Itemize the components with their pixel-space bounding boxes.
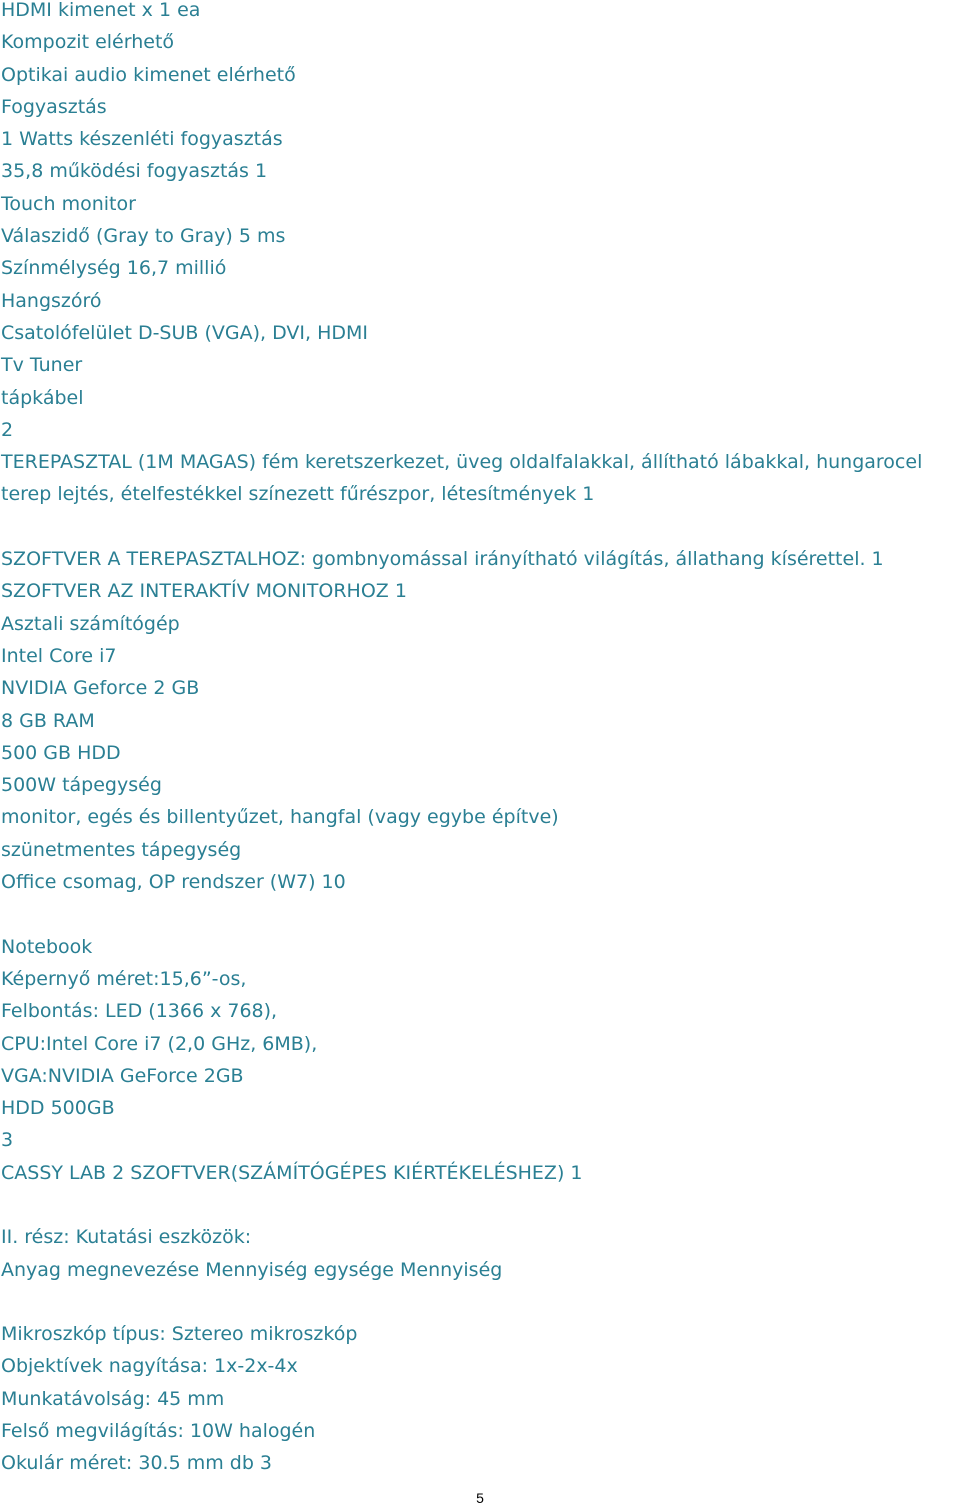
text-line: HDD 500GB <box>1 1097 115 1120</box>
text-line: TEREPASZTAL (1M MAGAS) fém keretszerkezet, üveg oldalfalakkal, állítható lábakkal, hungarocel <box>1 451 923 474</box>
text-line: 500 GB HDD <box>1 741 121 764</box>
text-line: Office csomag, OP rendszer (W7) 10 <box>1 871 346 894</box>
blank-line <box>1 511 959 543</box>
text-line: Munkatávolság: 45 mm <box>1 1387 225 1410</box>
text-line: Felbontás: LED (1366 x 768), <box>1 1000 278 1023</box>
text-line: Objektívek nagyítása: 1x-2x-4x <box>1 1355 298 1378</box>
text-line: 35,8 működési fogyasztás 1 <box>1 160 268 183</box>
text-line: Fogyasztás <box>1 95 107 118</box>
text-line: Optikai audio kimenet elérhető <box>1 63 296 86</box>
blank-line <box>1 1286 959 1318</box>
text-line: szünetmentes tápegység <box>1 838 242 861</box>
text-line: CPU:Intel Core i7 (2,0 GHz, 6MB), <box>1 1032 318 1055</box>
text-line: Válaszidő (Gray to Gray) 5 ms <box>1 225 286 248</box>
text-line: 1 Watts készenléti fogyasztás <box>1 128 283 151</box>
text-line: Mikroszkóp típus: Sztereo mikroszkóp <box>1 1323 358 1346</box>
text-line: II. rész: Kutatási eszközök: <box>1 1226 252 1249</box>
text-line: Felső megvilágítás: 10W halogén <box>1 1420 316 1443</box>
text-line: 3 <box>1 1129 14 1152</box>
blank-line <box>1 1189 959 1221</box>
text-line: 8 GB RAM <box>1 709 95 732</box>
text-line: tápkábel <box>1 386 84 409</box>
text-line: terep lejtés, ételfestékkel színezett fűrészpor, létesítmények 1 <box>1 483 595 506</box>
text-line: SZOFTVER A TEREPASZTALHOZ: gombnyomással irányítható világítás, állathang kísérettel. 1 <box>1 548 884 571</box>
text-line: Kompozit elérhető <box>1 31 175 54</box>
text-line: Asztali számítógép <box>1 612 180 635</box>
text-line: SZOFTVER AZ INTERAKTÍV MONITORHOZ 1 <box>1 580 407 603</box>
text-line: Színmélység 16,7 millió <box>1 257 227 280</box>
text-line: HDMI kimenet x 1 ea <box>1 0 201 21</box>
text-line: Intel Core i7 <box>1 644 117 667</box>
text-line: 2 <box>1 418 14 441</box>
blank-line <box>1 898 959 930</box>
text-line: Notebook <box>1 935 93 958</box>
text-line: Hangszóró <box>1 289 102 312</box>
page-number: 5 <box>476 1490 484 1506</box>
text-line: VGA:NVIDIA GeForce 2GB <box>1 1064 244 1087</box>
text-line: 500W tápegység <box>1 774 162 797</box>
text-line: monitor, egés és billentyűzet, hangfal (vagy egybe építve) <box>1 806 559 829</box>
document-body <box>1 0 959 1480</box>
text-line: Okulár méret: 30.5 mm db 3 <box>1 1452 273 1475</box>
text-line: CASSY LAB 2 SZOFTVER(SZÁMÍTÓGÉPES KIÉRTÉKELÉSHEZ) 1 <box>1 1161 583 1184</box>
text-line: Touch monitor <box>1 192 136 215</box>
text-line: NVIDIA Geforce 2 GB <box>1 677 200 700</box>
text-line: Tv Tuner <box>1 354 83 377</box>
text-line: Csatolófelület D-SUB (VGA), DVI, HDMI <box>1 321 368 344</box>
text-line: Anyag megnevezése Mennyiség egysége Mennyiség <box>1 1258 503 1281</box>
text-line: Képernyő méret:15,6”-os, <box>1 967 247 990</box>
